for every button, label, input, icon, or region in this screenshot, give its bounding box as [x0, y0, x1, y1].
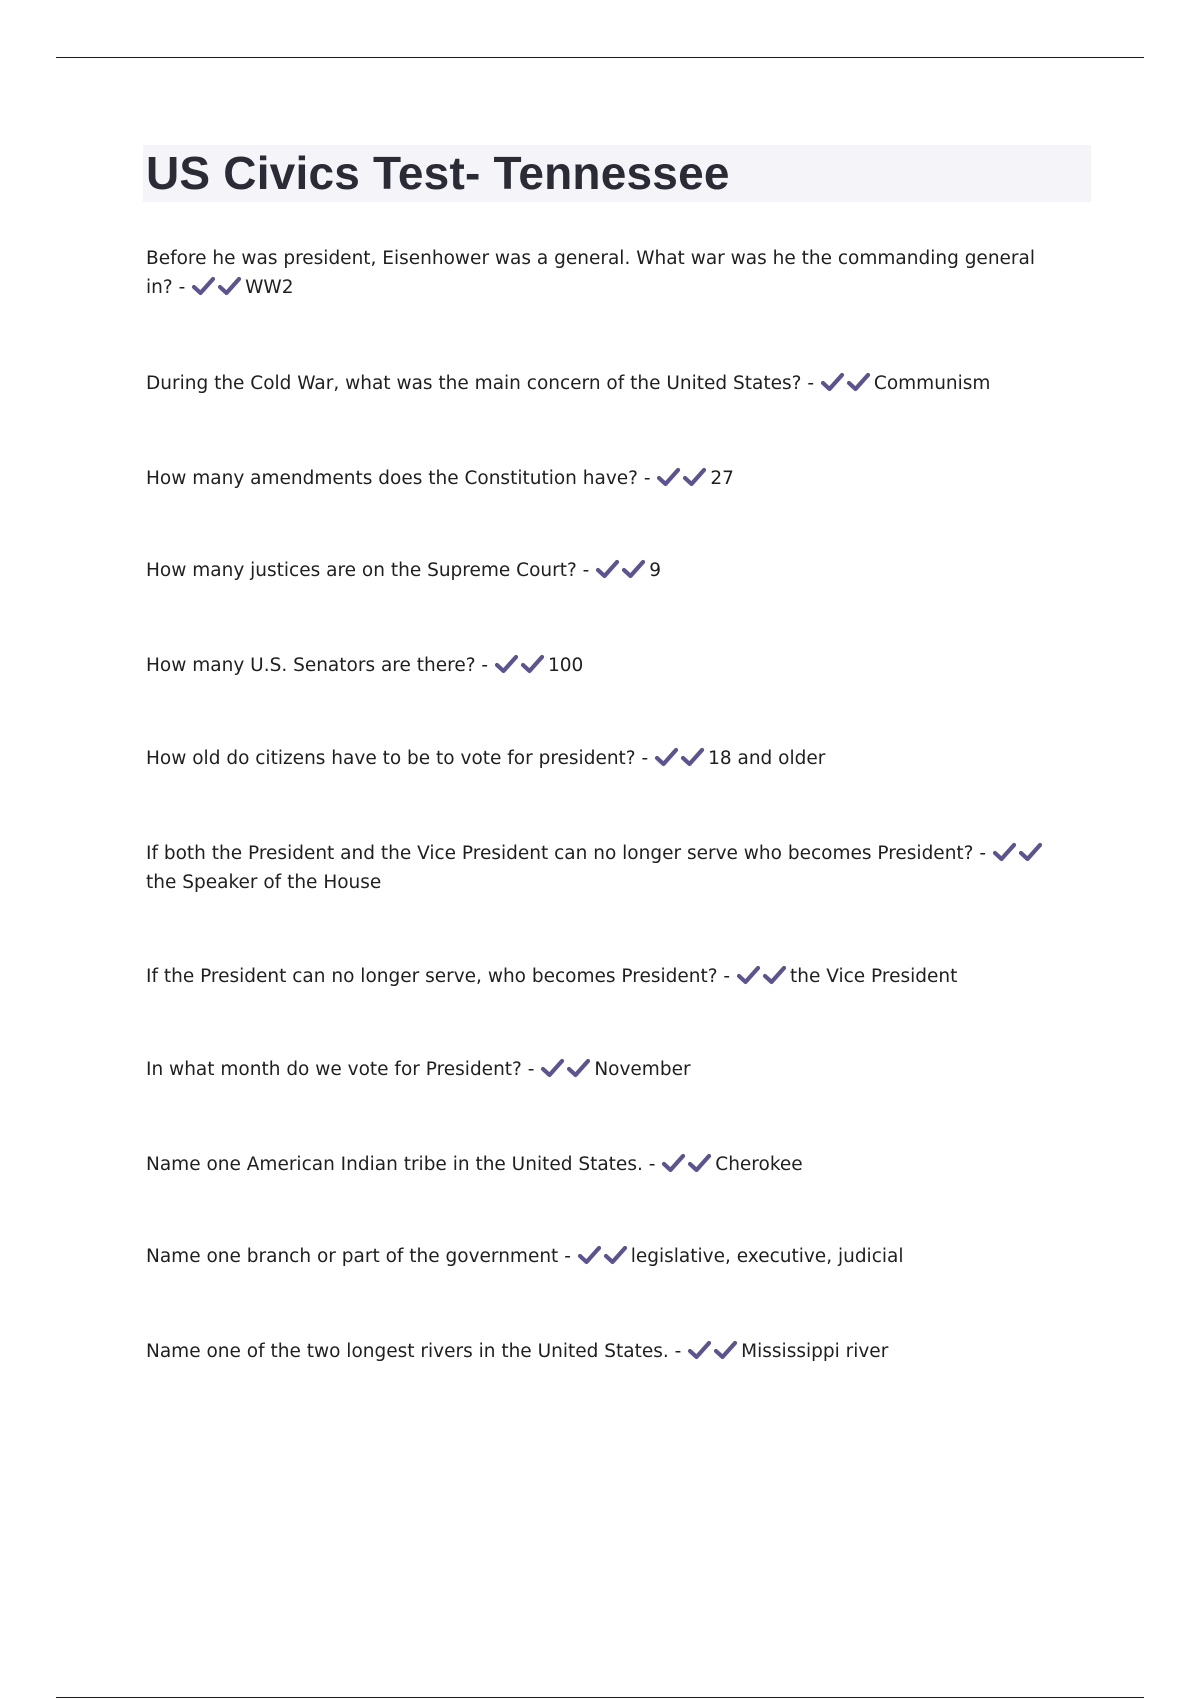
- top-rule: [56, 57, 1144, 58]
- checkmark-icon: [603, 1245, 628, 1265]
- checkmark-icon: [687, 1340, 712, 1360]
- question-text: Name one branch or part of the government -: [146, 1246, 577, 1267]
- question-text: Name one American Indian tribe in the United States. -: [146, 1154, 662, 1175]
- checkmark-icon: [654, 747, 679, 767]
- qa-item: [146, 556, 1066, 585]
- checkmark-icon: [217, 276, 242, 296]
- answer-text: Communism: [873, 373, 991, 394]
- checkmark-icon: [682, 467, 707, 487]
- qa-item: [146, 1150, 1066, 1179]
- answer-text: legislative, executive, judicial: [630, 1246, 904, 1267]
- checkmark-icon: [992, 842, 1017, 862]
- qa-item: [146, 1337, 1066, 1366]
- question-text: During the Cold War, what was the main concern of the United States? -: [146, 373, 820, 394]
- checkmark-icon: [494, 654, 519, 674]
- qa-item: [146, 962, 1066, 991]
- qa-item: [146, 1055, 1066, 1084]
- checkmark-icon: [820, 372, 845, 392]
- qa-item: [146, 244, 1066, 302]
- checkmark-icon: [520, 654, 545, 674]
- answer-text: Mississippi river: [741, 1341, 889, 1362]
- checkmark-icon: [736, 965, 761, 985]
- checkmark-icon: [191, 276, 216, 296]
- question-text: If the President can no longer serve, who becomes President? -: [146, 966, 736, 987]
- checkmark-icon: [595, 559, 620, 579]
- question-text: How many amendments does the Constitution have? -: [146, 468, 657, 489]
- answer-text: 18 and older: [708, 748, 826, 769]
- answer-text: WW2: [245, 277, 294, 298]
- checkmark-icon: [687, 1153, 712, 1173]
- question-text: How many justices are on the Supreme Court? -: [146, 560, 596, 581]
- page-title: US Civics Test- Tennessee: [146, 147, 730, 199]
- answer-text: 100: [547, 655, 584, 676]
- answer-text: the Speaker of the House: [146, 872, 382, 893]
- title-banner: [143, 145, 1091, 202]
- qa-item: [146, 369, 1066, 398]
- question-text: If both the President and the Vice President can no longer serve who becomes President? -: [146, 843, 992, 864]
- question-text: Name one of the two longest rivers in the United States. -: [146, 1341, 688, 1362]
- question-text: How many U.S. Senators are there? -: [146, 655, 494, 676]
- qa-item: [146, 464, 1066, 493]
- checkmark-icon: [661, 1153, 686, 1173]
- checkmark-icon: [1018, 842, 1043, 862]
- answer-text: Cherokee: [715, 1154, 803, 1175]
- answer-text: 27: [710, 468, 734, 489]
- checkmark-icon: [577, 1245, 602, 1265]
- checkmark-icon: [762, 965, 787, 985]
- checkmark-icon: [566, 1058, 591, 1078]
- qa-item: [146, 651, 1066, 680]
- qa-item: [146, 839, 1066, 897]
- bottom-rule: [56, 1697, 1144, 1698]
- qa-item: [146, 1242, 1066, 1271]
- checkmark-icon: [680, 747, 705, 767]
- question-text: Before he was president, Eisenhower was a general. What war was he the commanding general in? -: [146, 248, 1036, 298]
- checkmark-icon: [846, 372, 871, 392]
- question-text: How old do citizens have to be to vote for president? -: [146, 748, 655, 769]
- checkmark-icon: [656, 467, 681, 487]
- checkmark-icon: [540, 1058, 565, 1078]
- question-text: In what month do we vote for President? -: [146, 1059, 541, 1080]
- qa-item: [146, 744, 1066, 773]
- answer-text: the Vice President: [789, 966, 958, 987]
- checkmark-icon: [713, 1340, 738, 1360]
- answer-text: November: [594, 1059, 691, 1080]
- answer-text: 9: [649, 560, 662, 581]
- checkmark-icon: [621, 559, 646, 579]
